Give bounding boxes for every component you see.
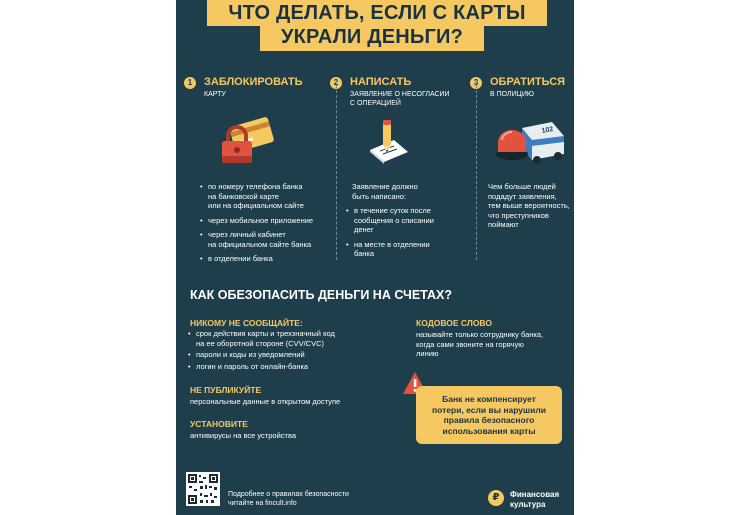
- step-title: НАПИСАТЬ: [350, 76, 412, 88]
- logo-text: Финансовая культура: [510, 490, 560, 509]
- police-siren-icon: [492, 118, 566, 166]
- list-item: • логин и пароль от онлайн-банка: [188, 362, 388, 372]
- step-subtitle: В ПОЛИЦИЮ: [490, 91, 534, 98]
- step-subtitle: ЗАЯВЛЕНИЕ О НЕСОГЛАСИИ С ОПЕРАЦИЕЙ: [350, 91, 450, 107]
- card-padlock-icon: [218, 116, 276, 168]
- step-number: 1: [184, 77, 196, 89]
- dont-publish-heading: НЕ ПУБЛИКУЙТЕ: [190, 385, 262, 395]
- step2-intro: Заявление должно быть написано:: [352, 182, 418, 201]
- list-item: • в течение суток после сообщения о списании денег: [346, 206, 466, 235]
- step2-list: [346, 206, 466, 264]
- step-subtitle: КАРТУ: [204, 91, 226, 98]
- list-item: • через личный кабинет на официальном сайте банка: [200, 230, 340, 249]
- title-line-1: ЧТО ДЕЛАТЬ, ЕСЛИ С КАРТЫ: [207, 0, 547, 26]
- title-line-2: УКРАЛИ ДЕНЬГИ?: [260, 24, 484, 51]
- qr-code-icon: [186, 472, 220, 506]
- never-tell-list: [188, 329, 388, 373]
- never-tell-heading: НИКОМУ НЕ СООБЩАЙТЕ:: [190, 318, 303, 328]
- step-number: 3: [470, 77, 482, 89]
- ruble-logo-icon: ₽: [488, 490, 504, 506]
- step-number: 2: [330, 77, 342, 89]
- dont-publish-text: персональные данные в открытом доступе: [190, 397, 341, 406]
- code-word-heading: КОДОВОЕ СЛОВО: [416, 318, 492, 328]
- police-number-label: 102: [541, 126, 554, 135]
- footer-text: Подробнее о правилах безопасности читайте на fincult.info: [228, 491, 349, 507]
- list-item: • на месте в отделении банка: [346, 240, 466, 259]
- step-title: ОБРАТИТЬСЯ: [490, 76, 566, 88]
- step3-text: Чем больше людей подадут заявления, тем выше вероятность, что преступников поймают: [488, 182, 570, 229]
- warning-box: Банк не компенсирует потери, если вы нарушили правила безопасного использования карты: [416, 386, 562, 444]
- list-item: • через мобильное приложение: [200, 216, 340, 226]
- list-item: • в отделении банка: [200, 254, 340, 264]
- application-pen-icon: [366, 116, 412, 166]
- install-text: антивирусы на все устройства: [190, 431, 297, 440]
- section-title: КАК ОБЕЗОПАСИТЬ ДЕНЬГИ НА СЧЕТАХ?: [190, 288, 453, 302]
- poster: [176, 0, 574, 515]
- code-word-text: называйте только сотруднику банка, когда сами звоните на горячую линию: [416, 330, 544, 358]
- column-divider: [476, 80, 477, 260]
- list-item: • пароли и коды из уведомлений: [188, 350, 388, 360]
- install-heading: УСТАНОВИТЕ: [190, 419, 248, 429]
- list-item: • срок действия карты и трехзначный код на ее оборотной стороне (CVV/CVC): [188, 329, 388, 348]
- step1-list: [200, 182, 340, 269]
- step-title: ЗАБЛОКИРОВАТЬ: [204, 76, 303, 88]
- list-item: • по номеру телефона банка на банковской карте или на официальном сайте: [200, 182, 340, 211]
